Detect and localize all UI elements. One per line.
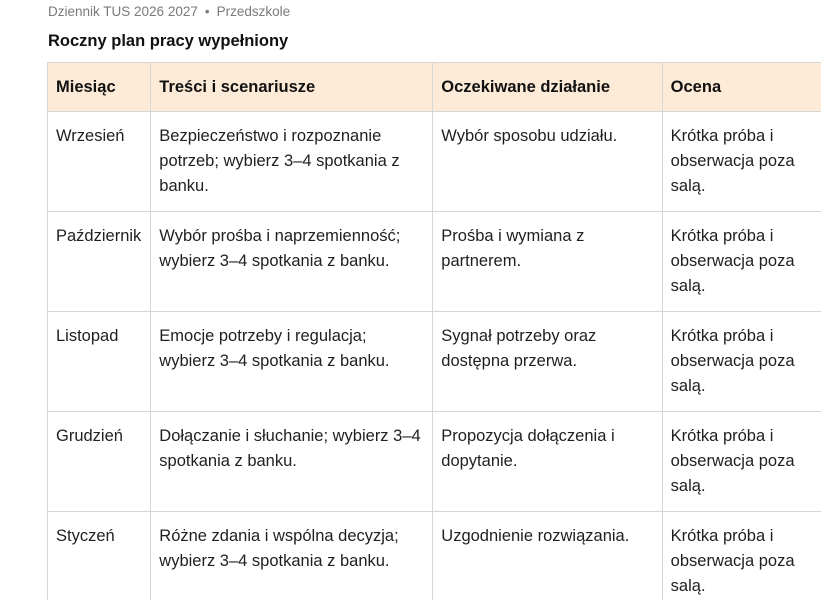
page-title: Roczny plan pracy wypełniony: [48, 32, 289, 50]
evaluation-line: obserwacja poza: [670, 152, 795, 170]
month-text: Grudzień: [56, 427, 123, 445]
action-text: Wybór sposobu udziału.: [441, 127, 618, 145]
evaluation-line: obserwacja poza: [670, 352, 795, 370]
month-text: Październik: [56, 227, 142, 245]
evaluation-line: salą.: [670, 577, 706, 595]
cell-action: [433, 412, 662, 512]
evaluation-line: salą.: [670, 377, 706, 395]
column-header-content: Treści i scenariusze: [151, 63, 433, 112]
evaluation-line: Krótka próba i: [670, 427, 774, 445]
cell-content: [151, 212, 433, 312]
breadcrumb: [48, 4, 290, 19]
plan-table: [47, 62, 821, 600]
content-text: Różne zdania i wspólna decyzja; wybierz 3–4 spotkania z banku.: [159, 527, 399, 570]
cell-action: [433, 112, 662, 212]
cell-month: [48, 112, 151, 212]
content-text: Emocje potrzeby i regulacja; wybierz 3–4 spotkania z banku.: [159, 327, 390, 370]
column-header-evaluation: Ocena: [662, 63, 821, 112]
cell-action: [433, 312, 662, 412]
breadcrumb-separator: •: [204, 4, 210, 19]
evaluation-line: obserwacja poza: [670, 552, 795, 570]
evaluation-line: Krótka próba i: [670, 527, 774, 545]
evaluation-line: obserwacja poza: [670, 252, 795, 270]
evaluation-line: obserwacja poza: [670, 452, 795, 470]
table-row: [48, 212, 821, 312]
content-text: Bezpieczeństwo i rozpoznanie potrzeb; wybierz 3–4 spotkania z banku.: [159, 127, 400, 195]
cell-evaluation: [662, 112, 821, 212]
table-header-row: [48, 63, 821, 112]
evaluation-line: salą.: [670, 177, 706, 195]
journal-name: Dziennik TUS 2026 2027: [48, 4, 198, 19]
action-text: Propozycja dołączenia i dopytanie.: [441, 427, 615, 470]
cell-action: [433, 512, 662, 600]
evaluation-line: Krótka próba i: [670, 327, 774, 345]
column-header-month: Miesiąc: [48, 63, 151, 112]
column-header-action: Oczekiwane działanie: [433, 63, 662, 112]
evaluation-line: Krótka próba i: [670, 127, 774, 145]
cell-month: [48, 212, 151, 312]
month-text: Listopad: [56, 327, 119, 345]
cell-action: [433, 212, 662, 312]
cell-content: [151, 312, 433, 412]
cell-content: [151, 412, 433, 512]
table-row: [48, 312, 821, 412]
evaluation-line: Krótka próba i: [670, 227, 774, 245]
cell-content: [151, 112, 433, 212]
cell-evaluation: [662, 312, 821, 412]
table-row: [48, 412, 821, 512]
table-row: [48, 112, 821, 212]
evaluation-line: salą.: [670, 477, 706, 495]
cell-evaluation: [662, 412, 821, 512]
cell-content: [151, 512, 433, 600]
table-row: [48, 512, 821, 600]
content-text: Wybór prośba i naprzemienność; wybierz 3–4 spotkania z banku.: [159, 227, 401, 270]
month-text: Wrzesień: [56, 127, 125, 145]
month-text: Styczeń: [56, 527, 115, 545]
action-text: Uzgodnienie rozwiązania.: [441, 527, 630, 545]
evaluation-line: salą.: [670, 277, 706, 295]
action-text: Sygnał potrzeby oraz dostępna przerwa.: [441, 327, 597, 370]
cell-month: [48, 412, 151, 512]
cell-month: [48, 312, 151, 412]
action-text: Prośba i wymiana z partnerem.: [441, 227, 585, 270]
section-name: Przedszkole: [216, 4, 291, 19]
cell-month: [48, 512, 151, 600]
cell-evaluation: [662, 212, 821, 312]
content-text: Dołączanie i słuchanie; wybierz 3–4 spotkania z banku.: [159, 427, 421, 470]
cell-evaluation: [662, 512, 821, 600]
